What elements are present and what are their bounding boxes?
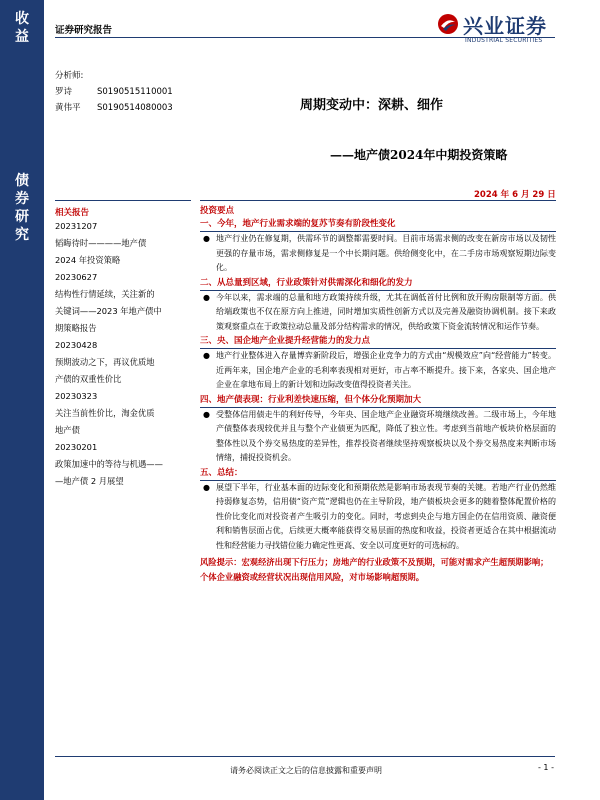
section-heading: 一、今年，地产行业需求端的复苏节奏有阶段性变化 [200, 219, 396, 229]
analyst-id: S0190514080003 [97, 103, 173, 113]
left-sidebar [0, 0, 44, 800]
related-item: 结构性行情延续，关注新的 [55, 289, 155, 299]
paragraph-text: 受整体信用债走牛的利好传导，今年央、国企地产企业融资环境继续改善。二级市场上，今年地产债整体表现较优并且与整个产业债更为匹配，降低了独立性。考虑到当前地产板块价格层面的整体性以及个券交易热度的差异性，推荐投资者继续坚持观察板块以及个券交易热度来判断市场情绪，捕捉投资机会。 [216, 409, 556, 462]
section-4 [200, 393, 556, 408]
section-paragraph [200, 481, 556, 554]
related-item: 产债的双重性价比 [55, 374, 122, 384]
related-item: 关注当前性价比，淘金优质 [55, 408, 155, 418]
section-heading: 三、央、国企地产企业提升经营能力的发力点 [200, 336, 371, 346]
related-item: 关键词——2023 年地产债中 [55, 306, 162, 316]
report-title: 周期变动中：深耕、细作 [300, 98, 444, 113]
footer-divider [55, 756, 555, 757]
paragraph-text: 地产行业整体进入存量博弈新阶段后，增强企业竞争力的方式由“规模效应”向“经营能力”转变。近两年来，国企地产企业的毛利率表现相对更好，市占率不断提升。接下来，各家央、国企地产企业在拿地布局上的新计划和边际改变值得投资者关注。 [216, 351, 556, 389]
logo-text-cn: 兴业证券 [463, 14, 547, 38]
analysts-label: 分析师: [55, 71, 84, 81]
risk-warning: 风险提示：宏观经济出现下行压力；房地产的行业政策不及预期，可能对需求产生超预期影响；个体企业融资或经营状况出现信用风险，对市场影响超预期。 [200, 557, 549, 582]
logo-text-en: INDUSTRIAL SECURITIES [465, 37, 543, 44]
analyst-id: S0190515110001 [97, 87, 173, 97]
paragraph-text: 展望下半年，行业基本面的边际变化和预期依然是影响市场表现节奏的关键。若地产行业仍然维持弱修复态势，信用债“资产荒”逻辑也仍在主导阶段，地产债板块会更多的随着整体配置价格的性价比变化而对投资者产生吸引力的变化。同时，考虑到央企与地方国企仍在信用资质、融资便利和销售层面占优，后续更大概率能获得交易层面的热度和收益，投资者更适合在其中根据流动性和经营能力寻找错位能力确定性更高、安全以可度更好的可选标的。 [216, 482, 556, 550]
logo-mark-icon [437, 13, 459, 35]
paragraph-text: 今年以来，需求端的总量和地方政策持续升级，尤其在调低首付比例和放开购房限制等方面。供给端政策也不仅在原方向上推进，同时增加实质性创新方式以及完善及融资协调机制。接下来政策观察重点在于政策拉动总量及部分结构需求的情况，供给政策下资金流转情况和运作节奏。 [216, 292, 556, 331]
sidebar-char: 究 [15, 227, 29, 243]
analyst-name: 罗诗 [55, 87, 73, 97]
bullet-icon: ● [203, 234, 210, 243]
analyst-row [55, 84, 173, 100]
section-heading: 四、地产债表现：行业利差快速压缩，但个体分化预期加大 [200, 394, 422, 405]
section-3 [200, 334, 556, 349]
analyst-name: 黄伟平 [55, 103, 81, 113]
section-heading: 五、总结： [200, 467, 243, 478]
sidebar-middle-label [0, 172, 44, 244]
section-paragraph [200, 349, 556, 393]
doc-type-label: 证券研究报告 [55, 25, 113, 36]
related-item: —地产债 2 月展望 [55, 476, 124, 486]
related-item: 期策略报告 [55, 323, 97, 333]
bullet-icon: ● [203, 351, 210, 360]
related-item: 20231207 [55, 221, 98, 231]
paragraph-text: 地产行业仍在修复期，供需环节的调整都需要时间。目前市场需求侧的改变在新房市场以及韧性更强的存量市场，需求侧修复是一个中长期问题。供给侧变化中，在二手房市场观察短期边际变化。 [216, 234, 556, 272]
bullet-icon: ● [203, 292, 210, 302]
page-number: - 1 - [538, 763, 554, 772]
related-reports [55, 200, 191, 490]
sidebar-char: 收 [15, 11, 29, 27]
company-logo [437, 10, 557, 52]
footer-disclaimer: 请务必阅读正文之后的信息披露和重要声明 [230, 766, 382, 775]
related-item: 20230323 [55, 391, 98, 401]
sidebar-char: 券 [15, 191, 29, 207]
section-paragraph [200, 408, 556, 466]
report-subtitle: ——地产债2024年中期投资策略 [330, 148, 508, 162]
related-item: 20230627 [55, 272, 98, 282]
sidebar-char: 研 [15, 209, 29, 225]
related-item: 预期波动之下，再议优质地 [55, 357, 155, 367]
section-paragraph [200, 291, 556, 335]
analyst-row [55, 100, 173, 116]
related-item: 韬晦待时————地产债 [55, 238, 147, 248]
analysts-block [55, 68, 173, 116]
sidebar-top-label [0, 10, 44, 46]
related-title: 相关报告 [55, 208, 90, 218]
related-item: 2024 年投资策略 [55, 255, 121, 265]
related-item: 20230428 [55, 340, 98, 350]
sidebar-char: 债 [15, 173, 29, 189]
related-item: 地产债 [55, 425, 80, 435]
section-2 [200, 276, 556, 291]
section-paragraph [200, 232, 556, 276]
section-5 [200, 466, 556, 481]
section-1 [200, 217, 556, 232]
report-date: 2024 年 6 月 29 日 [474, 190, 556, 200]
bullet-icon: ● [203, 482, 210, 492]
sidebar-char: 益 [15, 29, 29, 45]
related-item: 20230201 [55, 442, 98, 452]
related-item: 政策加速中的等待与机遇—— [55, 459, 163, 469]
investment-highlights [200, 200, 556, 585]
bullet-icon: ● [203, 409, 210, 419]
invest-title: 投资要点 [200, 206, 235, 216]
section-heading: 二、从总量到区域，行业政策针对供需深化和细化的发力 [200, 277, 413, 288]
